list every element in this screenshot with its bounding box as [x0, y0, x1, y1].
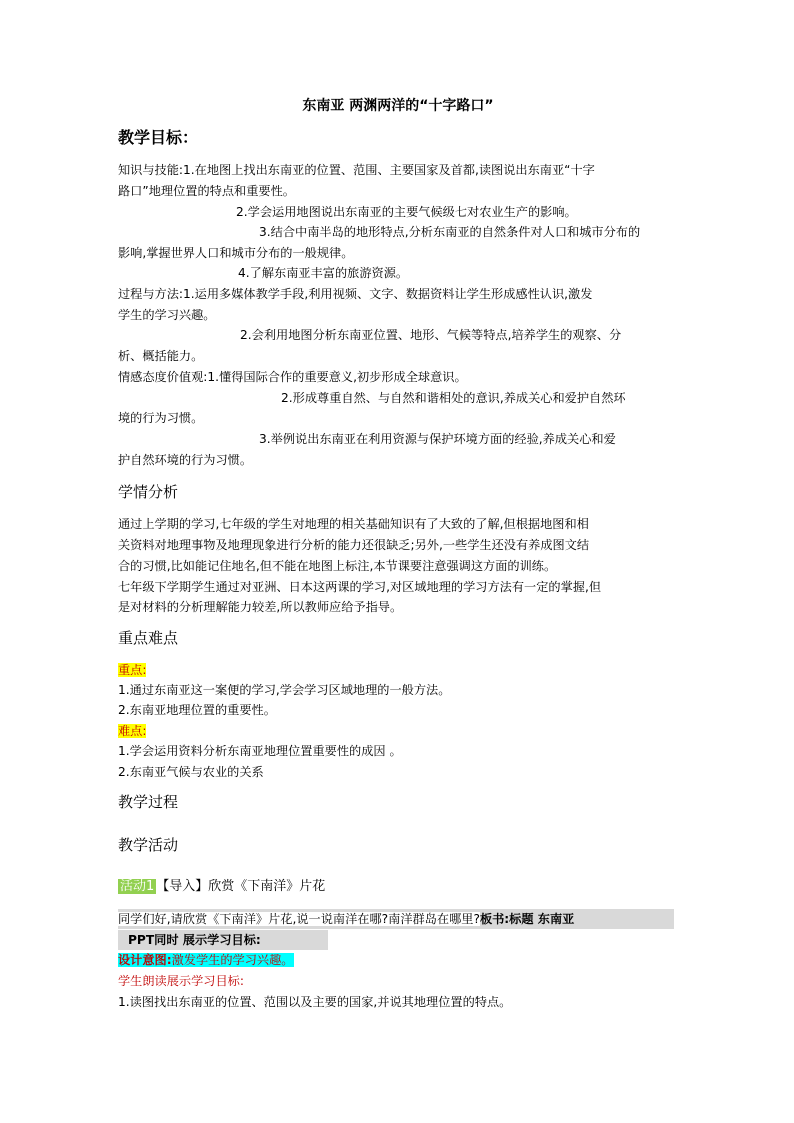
goal-line: 过程与方法:1.运用多媒体教学手段,利用视频、文字、数据资料让学生形成感性认识,激发	[118, 287, 593, 301]
intro-paragraph	[118, 909, 674, 929]
design-intent	[118, 950, 294, 970]
goal-line: 知识与技能:1.在地图上找出东南亚的位置、范围、主要国家及首都,读图说出东南亚“十字	[118, 163, 595, 177]
activity-tag: 活动1	[120, 879, 155, 894]
analysis-line: 通过上学期的学习,七年级的学生对地理的相关基础知识有了大致的了解,但根据地图和相	[118, 517, 589, 531]
design-text: 激发学生的学习兴趣。	[171, 953, 294, 967]
goal-line: 2.会利用地图分析东南亚位置、地形、气候等特点,培养学生的观察、分	[240, 328, 622, 342]
analysis-heading: 学情分析	[118, 483, 179, 501]
goal-line: 2.学会运用地图说出东南亚的主要气候级七对农业生产的影响。	[236, 205, 577, 219]
analysis-line: 合的习惯,比如能记住地名,但不能在地图上标注,本节课要注意强调这方面的训练。	[118, 559, 557, 573]
read-goals-line: 学生朗读展示学习目标:	[118, 974, 244, 988]
analysis-line: 关资料对地理事物及地理现象进行分析的能力还很缺乏;另外,一些学生还没有养成图文结	[118, 538, 590, 552]
goal-line: 3.举例说出东南亚在利用资源与保护环境方面的经验,养成关心和爱	[259, 432, 616, 446]
difficulty-item: 1.学会运用资料分析东南亚地理位置重要性的成因 。	[118, 744, 402, 758]
key-label-text: 重点:	[118, 663, 147, 677]
design-label: 设计意图:	[118, 953, 172, 967]
goal-line: 境的行为习惯。	[118, 411, 204, 425]
key-item: 1.通过东南亚这一案便的学习,学会学习区域地理的一般方法。	[118, 683, 451, 697]
analysis-line: 七年级下学期学生通过对亚洲、日本这两课的学习,对区域地理的学习方法有一定的掌握,但	[118, 580, 602, 594]
goal-line: 3.结合中南半岛的地形特点,分析东南亚的自然条件对人口和城市分布的	[259, 225, 641, 239]
intro-text: 同学们好,请欣赏《下南洋》片花,说一说南洋在哪?南洋群岛在哪里?	[118, 912, 480, 926]
goal-line: 情感态度价值观:1.懂得国际合作的重要意义,初步形成全球意识。	[118, 370, 467, 384]
goal-line: 4.了解东南亚丰富的旅游资源。	[238, 266, 409, 280]
key-item: 2.东南亚地理位置的重要性。	[118, 703, 276, 717]
activity-title: 【导入】欣赏《下南洋》片花	[156, 879, 326, 894]
key-label	[118, 660, 146, 680]
goal-item: 1.读图找出东南亚的位置、范围以及主要的国家,并说其地理位置的特点。	[118, 995, 512, 1009]
difficulty-label-text: 难点:	[118, 724, 147, 738]
difficulty-label	[118, 721, 146, 741]
goal-line: 护自然环境的行为习惯。	[118, 453, 253, 467]
analysis-line: 是对材料的分析理解能力较差,所以教师应给予指导。	[118, 600, 403, 614]
goal-line: 路口”地理位置的特点和重要性。	[118, 184, 295, 198]
process-heading: 教学过程	[118, 793, 179, 811]
document-title: 东南亚 两渊两洋的“十字路口”	[302, 98, 494, 114]
goal-line: 影响,掌握世界人口和城市分布的一般规律。	[118, 246, 354, 260]
activities-heading: 教学活动	[118, 836, 179, 854]
goal-line: 学生的学习兴趣。	[118, 308, 216, 322]
activity-title-row	[118, 877, 325, 897]
ppt-line: PPT同时 展示学习目标:	[118, 930, 328, 950]
difficulty-item: 2.东南亚气候与农业的关系	[118, 765, 264, 779]
goal-line: 2.形成尊重自然、与自然和谐相处的意识,养成关心和爱护自然环	[281, 391, 626, 405]
keypoints-heading: 重点难点	[118, 629, 179, 647]
goals-heading: 教学目标：	[118, 128, 199, 147]
board-note: 板书:标题 东南亚	[479, 912, 575, 926]
goal-line: 析、概括能力。	[118, 349, 204, 363]
